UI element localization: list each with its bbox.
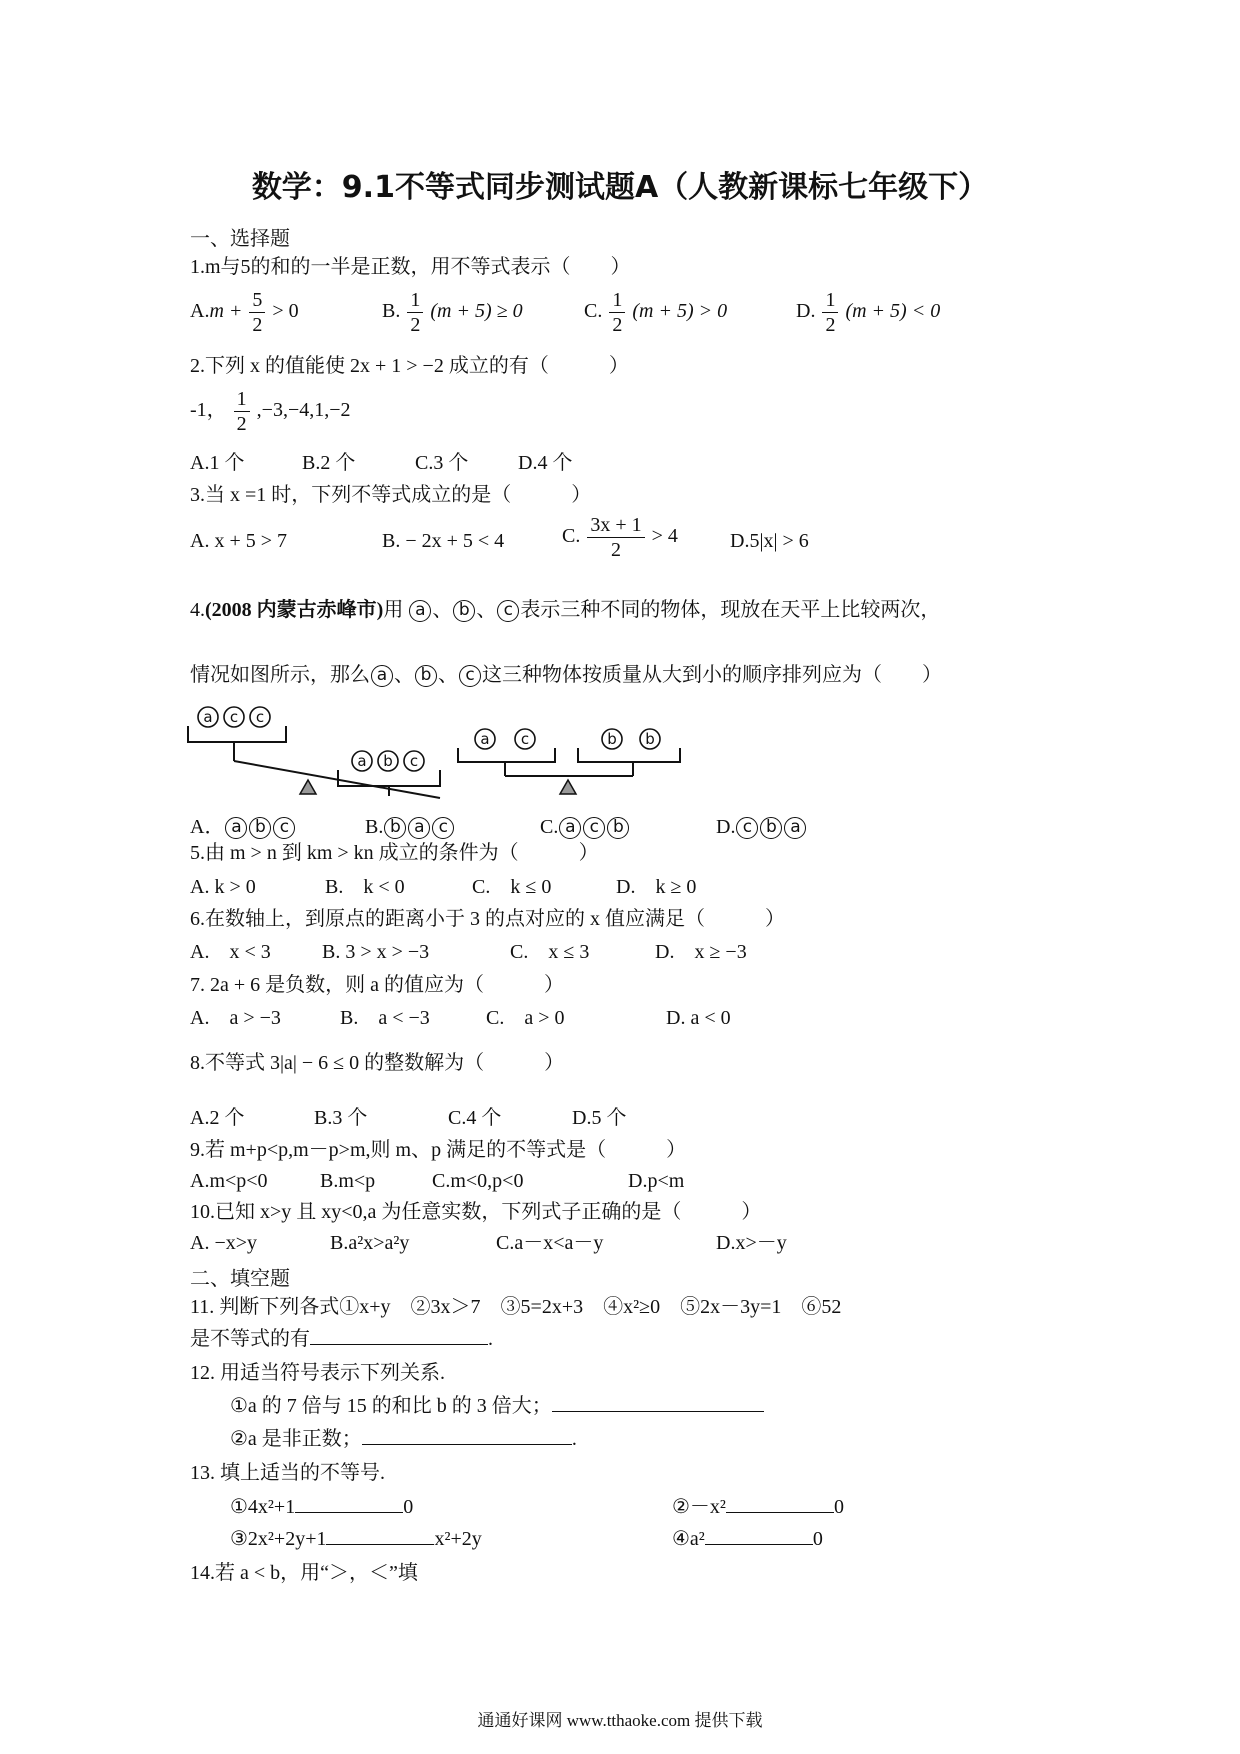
q11-line2-label: 是不等式的有	[190, 1328, 310, 1350]
q12-end: .	[571, 1428, 577, 1450]
q3-c-suffix: > 4	[651, 525, 678, 548]
section-fill: 二、填空题	[190, 1268, 290, 1290]
q13-stem: 13. 填上适当的不等号.	[190, 1462, 385, 1484]
pan-r2-item-1: b	[607, 730, 617, 748]
q13-answer-blank-2[interactable]	[726, 1494, 834, 1513]
q12-item-1	[230, 1393, 764, 1419]
object-a-icon: a	[559, 817, 581, 839]
q2-stem: 2.下列 x 的值能使 2x + 1 > −2 成立的有（ ）	[190, 355, 629, 377]
q2-list-pre: -1，	[190, 399, 227, 422]
section-choice: 一、选择题	[190, 228, 290, 250]
pan-low-item-1: a	[357, 752, 367, 770]
q12-item-1-text: ①a 的 7 倍与 15 的和比 b 的 3 倍大；	[230, 1395, 552, 1417]
object-c-icon: c	[736, 817, 758, 839]
q1-c-suffix: (m + 5) > 0	[632, 300, 728, 323]
q6-stem: 6.在数轴上，到原点的距离小于 3 的点对应的 x 值应满足（ ）	[190, 908, 785, 930]
left-pan-high	[188, 726, 286, 742]
q6-option-a: A. x < 3	[190, 941, 271, 963]
q11-end: .	[488, 1328, 493, 1350]
q10-option-a: A. −x>y	[190, 1232, 258, 1254]
q6-option-d: D. x ≥ −3	[655, 941, 747, 963]
object-c-icon: c	[432, 817, 454, 839]
q11-answer-blank[interactable]	[310, 1326, 488, 1345]
pan-r2-item-2: b	[645, 730, 655, 748]
q4-source: (2008 内蒙古赤峰市)	[205, 599, 384, 621]
q5-option-d: D. k ≥ 0	[616, 876, 697, 898]
object-b-icon: b	[249, 817, 271, 839]
q12-stem: 12. 用适当符号表示下列关系.	[190, 1362, 445, 1384]
q3-stem: 3.当 x =1 时，下列不等式成立的是（ ）	[190, 484, 592, 506]
q1-b-den: 2	[410, 314, 421, 336]
q1-d-fraction	[822, 288, 838, 337]
q1-d-num: 1	[822, 288, 838, 313]
q13-item-1	[230, 1494, 413, 1520]
page-footer: 通通好课网 www.tthaoke.com 提供下载	[477, 1711, 763, 1730]
object-b-icon: b	[384, 817, 406, 839]
q7-option-d: D. a < 0	[666, 1007, 731, 1029]
q1-c-prefix: C.	[584, 300, 603, 323]
q13-item-2	[672, 1494, 844, 1520]
object-c-icon: c	[273, 817, 295, 839]
q8-stem: 8.不等式 3|a| − 6 ≤ 0 的整数解为（ ）	[190, 1052, 565, 1074]
object-a-icon: a	[225, 817, 247, 839]
q10-stem: 10.已知 x>y 且 xy<0,a 为任意实数，下列式子正确的是（ ）	[190, 1201, 762, 1223]
q3-option-b: B. − 2x + 5 < 4	[382, 530, 505, 552]
q1-a-suffix: > 0	[272, 300, 299, 323]
q5-stem: 5.由 m > n 到 km > kn 成立的条件为（ ）	[190, 842, 599, 864]
q1-b-prefix: B.	[382, 300, 401, 323]
q1-a-num: 5	[249, 288, 265, 313]
pan-r1-item-1: a	[480, 730, 490, 748]
q4-option-d	[716, 814, 807, 840]
q1-b-num: 1	[407, 288, 423, 313]
fulcrum-right	[560, 780, 576, 794]
q4-a-label: A．	[190, 816, 225, 838]
q4-b-label: B.	[365, 816, 384, 838]
q9-stem: 9.若 m+p<p,m－p>m,则 m、p 满足的不等式是（ ）	[190, 1139, 687, 1161]
fulcrum-left	[300, 780, 316, 794]
q2-list-post: ,−3,−4,1,−2	[256, 399, 351, 422]
q1-a-den: 2	[252, 314, 263, 336]
q3-option-c	[562, 513, 678, 562]
q6-option-c: C. x ≤ 3	[510, 941, 590, 963]
q1-b-suffix: (m + 5) ≥ 0	[430, 300, 523, 323]
q13-item-2-right: 0	[833, 1496, 844, 1518]
q3-c-fraction	[587, 513, 644, 562]
q13-answer-blank-1[interactable]	[295, 1494, 403, 1513]
q2-option-a: A.1 个	[190, 452, 245, 474]
q1-option-c	[584, 288, 727, 337]
object-a-icon: a	[409, 600, 431, 622]
q3-c-prefix: C.	[562, 525, 581, 548]
q7-option-b: B. a < −3	[340, 1007, 430, 1029]
q1-d-den: 2	[825, 314, 836, 336]
q13-item-3-right: x²+2y	[434, 1528, 482, 1550]
q2-option-b: B.2 个	[302, 452, 356, 474]
object-a-icon: a	[371, 665, 393, 687]
q5-option-c: C. k ≤ 0	[472, 876, 552, 898]
q4-sep-2: 、	[476, 599, 497, 621]
q9-option-d: D.p<m	[628, 1170, 685, 1192]
q1-option-d	[796, 288, 940, 337]
object-c-icon: c	[459, 665, 481, 687]
q13-item-3	[230, 1526, 482, 1552]
q5-option-a: A. k > 0	[190, 876, 256, 898]
q1-c-den: 2	[612, 314, 623, 336]
q7-stem: 7. 2a + 6 是负数，则 a 的值应为（ ）	[190, 974, 565, 996]
q1-d-prefix: D.	[796, 300, 816, 323]
q2-option-d: D.4 个	[518, 452, 573, 474]
q3-c-num: 3x + 1	[587, 513, 644, 538]
right-pan-right	[578, 748, 680, 762]
pan-r1-item-2: c	[520, 730, 530, 748]
q1-a-fraction	[249, 288, 265, 337]
q10-option-c: C.a－x<a－y	[496, 1232, 604, 1254]
q4-stem-use: 用	[383, 599, 404, 621]
q2-list-den: 2	[236, 413, 247, 435]
q1-a-mid: m +	[209, 300, 243, 323]
q4-stem-line2	[190, 662, 942, 688]
q5-option-b: B. k < 0	[325, 876, 405, 898]
page-title: 数学：9.1不等式同步测试题A（人教新课标七年级下）	[251, 170, 989, 205]
q13-answer-blank-4[interactable]	[705, 1526, 813, 1545]
q7-option-a: A. a > −3	[190, 1007, 281, 1029]
q9-option-c: C.m<0,p<0	[432, 1170, 524, 1192]
q1-c-fraction	[609, 288, 625, 337]
q13-item-1-right: 0	[403, 1496, 414, 1518]
q4-d-label: D.	[716, 816, 736, 838]
left-pan-low	[338, 770, 440, 786]
pan-low-item-3: c	[409, 752, 419, 770]
q13-item-2-left: ②－x²	[672, 1496, 726, 1518]
q13-item-4-right: 0	[812, 1528, 823, 1550]
q12-item-2	[230, 1426, 577, 1452]
q8-option-d: D.5 个	[572, 1107, 627, 1129]
q1-b-fraction	[407, 288, 423, 337]
q1-option-a	[190, 288, 299, 337]
q1-option-b	[382, 288, 523, 337]
q7-option-c: C. a > 0	[486, 1007, 565, 1029]
q3-option-d: D.5|x| > 6	[730, 530, 809, 552]
pan-left-item-3: c	[255, 708, 265, 726]
q3-c-den: 2	[610, 539, 621, 561]
pan-low-item-2: b	[383, 752, 393, 770]
object-c-icon: c	[497, 600, 519, 622]
q12-answer-blank-2[interactable]	[362, 1426, 572, 1445]
q4-sep-3: 、	[394, 664, 414, 686]
pan-left-item-1: a	[203, 708, 213, 726]
q3-option-a: A. x + 5 > 7	[190, 530, 288, 552]
object-c-icon: c	[583, 817, 605, 839]
q6-option-b: B. 3 > x > −3	[322, 941, 430, 963]
q4-option-b	[365, 814, 455, 840]
q4-stem-rest: 表示三种不同的物体，现放在天平上比较两次，	[520, 599, 941, 621]
q10-option-b: B.a²x>a²y	[330, 1232, 410, 1254]
q11-line2	[190, 1326, 493, 1352]
q2-value-list	[190, 387, 351, 436]
q2-option-c: C.3 个	[415, 452, 469, 474]
q4-stem-line1	[190, 597, 940, 623]
object-b-icon: b	[760, 817, 782, 839]
q4-option-a	[190, 814, 296, 840]
balance-figure	[180, 706, 700, 806]
q14-stem: 14.若 a < b，用“＞，＜”填	[190, 1562, 418, 1584]
q4-sep-1: 、	[432, 599, 453, 621]
q4-c-label: C.	[540, 816, 559, 838]
q11-stem: 11. 判断下列各式①x+y ②3x＞7 ③5=2x+3 ④x²≥0 ⑤2x－3y=1 ⑥52	[190, 1296, 842, 1318]
q13-answer-blank-3[interactable]	[326, 1526, 434, 1545]
q8-option-b: B.3 个	[314, 1107, 368, 1129]
q2-list-fraction	[234, 387, 250, 436]
q8-option-c: C.4 个	[448, 1107, 502, 1129]
q10-option-d: D.x>－y	[716, 1232, 787, 1254]
q13-item-4-left: ④a²	[672, 1528, 705, 1550]
object-b-icon: b	[607, 817, 629, 839]
pan-left-item-2: c	[229, 708, 239, 726]
q12-item-2-text: ②a 是非正数；	[230, 1428, 362, 1450]
q13-item-4	[672, 1526, 823, 1552]
q4-line2-start: 情况如图所示，那么	[190, 664, 370, 686]
q1-c-num: 1	[609, 288, 625, 313]
q1-d-suffix: (m + 5) < 0	[845, 300, 941, 323]
q4-number: 4.	[190, 599, 205, 621]
object-b-icon: b	[453, 600, 475, 622]
q1-stem: 1.m与5的和的一半是正数，用不等式表示（ ）	[190, 256, 631, 278]
object-a-icon: a	[784, 817, 806, 839]
q4-line2-rest: 这三种物体按质量从大到小的顺序排列应为（ ）	[482, 664, 942, 686]
object-b-icon: b	[415, 665, 437, 687]
q9-option-a: A.m<p<0	[190, 1170, 268, 1192]
q12-answer-blank-1[interactable]	[552, 1393, 764, 1412]
right-pan-left	[458, 748, 555, 762]
q13-item-3-left: ③2x²+2y+1	[230, 1528, 327, 1550]
q8-option-a: A.2 个	[190, 1107, 245, 1129]
q9-option-b: B.m<p	[320, 1170, 376, 1192]
q2-list-num: 1	[234, 387, 250, 412]
q13-item-1-left: ①4x²+1	[230, 1496, 296, 1518]
object-a-icon: a	[408, 817, 430, 839]
q1-a-prefix: A.	[190, 300, 210, 323]
q4-option-c	[540, 814, 630, 840]
q4-sep-4: 、	[438, 664, 458, 686]
